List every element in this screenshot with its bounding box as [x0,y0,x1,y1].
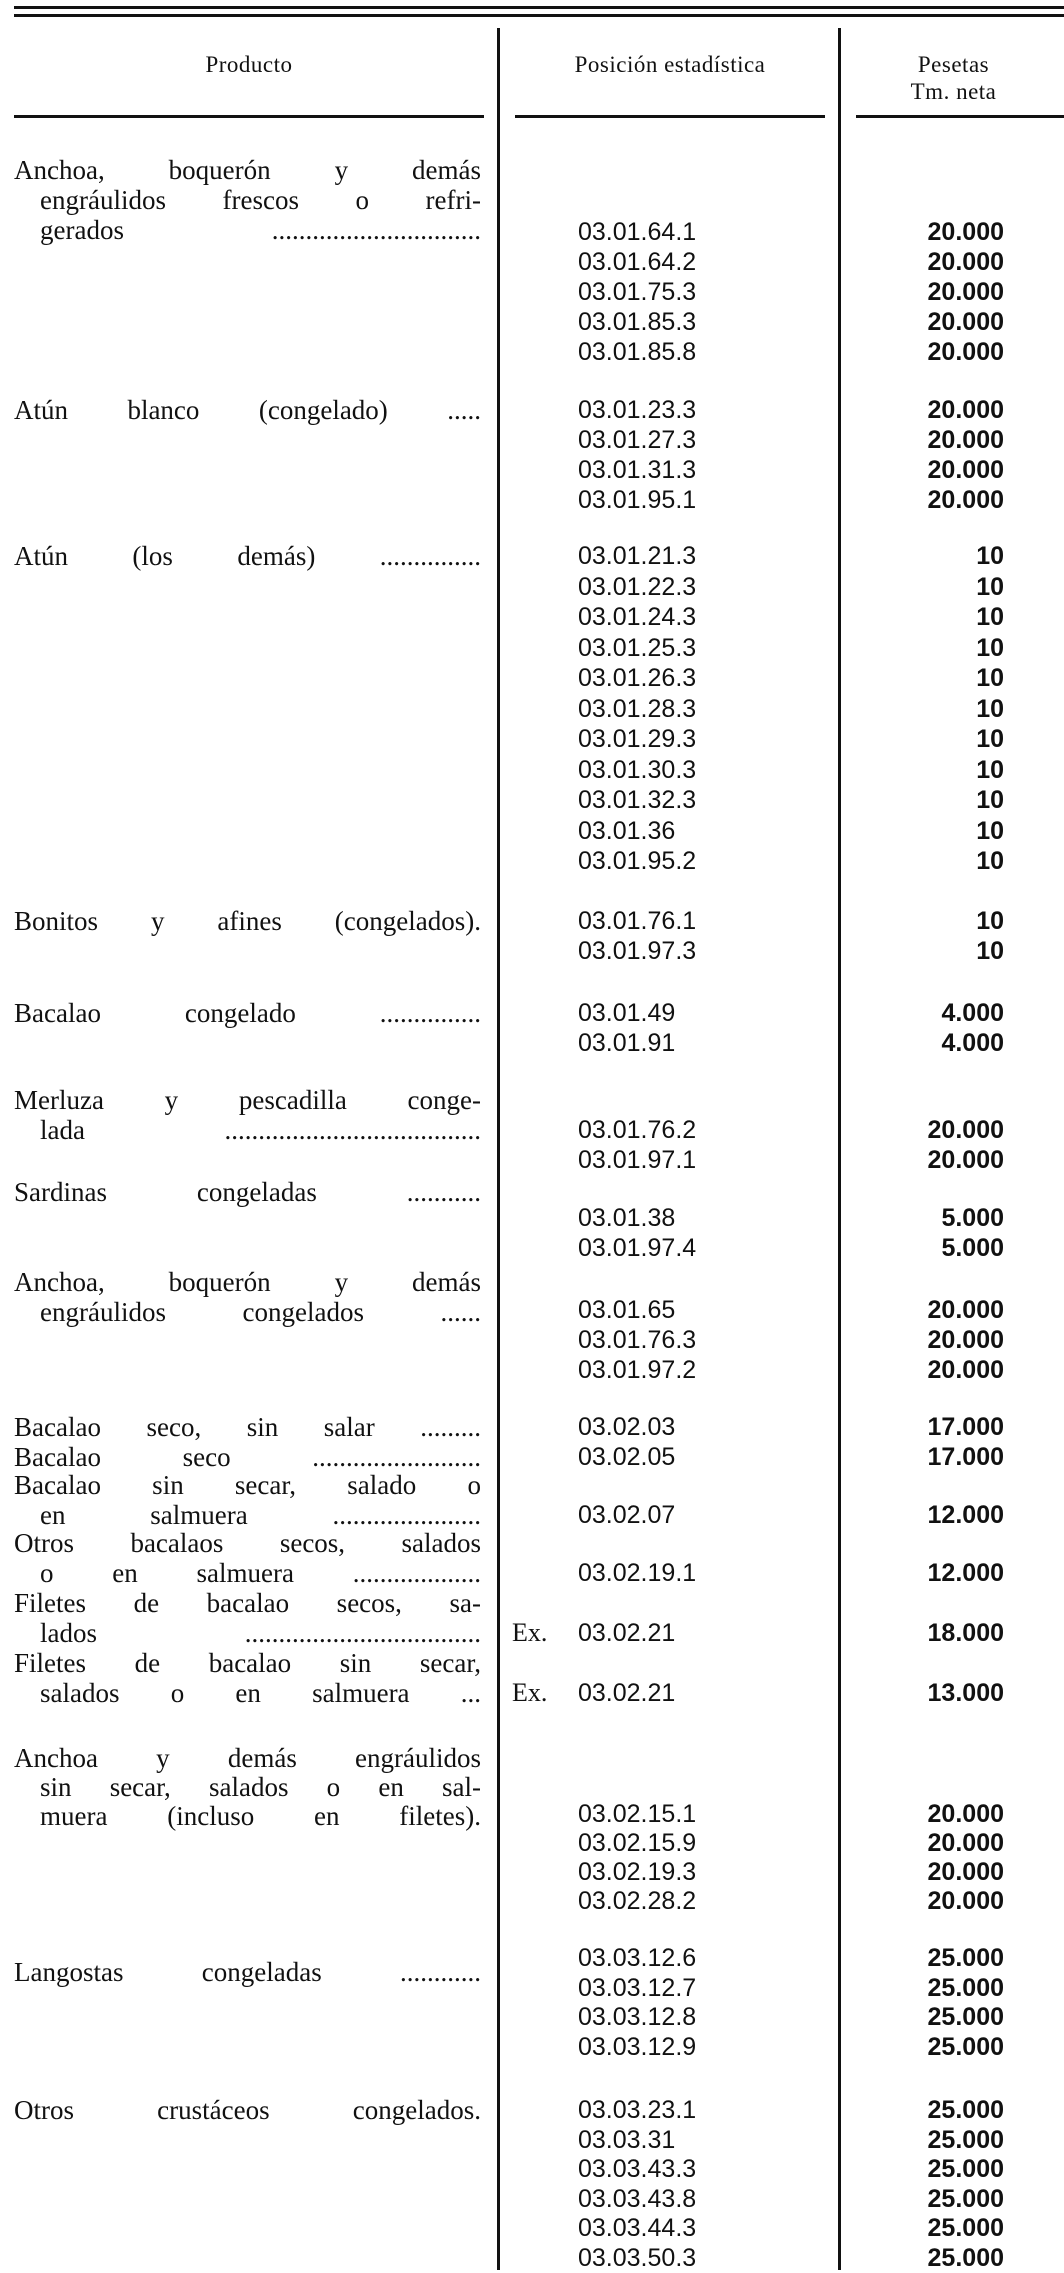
pesetas-value: 20.000 [927,396,1004,424]
statistical-position-code: 03.01.76.1 [578,907,697,935]
product-name-line: engráulidos congelados ...... [40,1297,481,1327]
pesetas-value: 12.000 [927,1559,1004,1587]
statistical-position-code: 03.02.07 [578,1501,676,1529]
pesetas-value: 20.000 [927,1887,1004,1915]
statistical-position-code: 03.01.95.1 [578,486,697,514]
pesetas-value: 20.000 [927,308,1004,336]
product-name-line: muera (incluso en filetes). [40,1801,481,1831]
statistical-position-code: 03.01.23.3 [578,396,697,424]
statistical-position-code: 03.01.64.2 [578,248,697,276]
pesetas-value: 4.000 [941,1029,1004,1057]
statistical-position-code: 03.03.31 [578,2125,676,2154]
product-name-line: Otros bacalaos secos, salados [14,1528,481,1558]
statistical-position-code: 03.01.28.3 [578,694,697,723]
statistical-position-code: 03.01.21.3 [578,542,697,570]
pesetas-value: 10 [976,694,1004,723]
statistical-position-code: 03.01.97.3 [578,937,697,965]
pesetas-value: 25.000 [927,1944,1004,1972]
product-name-line: salados o en salmuera ... [40,1678,481,1708]
product-name-line: Bacalao seco, sin salar ......... [14,1412,481,1442]
statistical-position-code: 03.02.15.1 [578,1800,697,1828]
pesetas-value: 10 [976,664,1004,692]
pesetas-value: 20.000 [927,1116,1004,1144]
statistical-position-code: 03.01.32.3 [578,786,697,814]
pesetas-value: 10 [976,572,1004,601]
statistical-position-code: 03.03.44.3 [578,2214,697,2242]
pesetas-value: 10 [976,603,1004,631]
top-rule [14,6,1064,9]
statistical-position-code: 03.03.12.7 [578,1973,697,2002]
statistical-position-code: 03.01.36 [578,816,676,845]
statistical-position-code: 03.03.50.3 [578,2243,697,2272]
statistical-position-code: 03.01.26.3 [578,664,697,692]
pesetas-value: 25.000 [927,1973,1004,2002]
product-name-line: Bonitos y afines (congelados). [14,906,481,936]
header-rule [14,115,484,118]
pesetas-value: 10 [976,725,1004,753]
header-posicion-estadistica: Posición estadística [574,52,766,77]
top-rule-second [14,14,1064,17]
pesetas-value: 10 [976,907,1004,935]
header-tm-neta: Tm. neta [910,79,997,104]
pesetas-value: 25.000 [927,2003,1004,2032]
column-divider [497,28,500,2270]
pesetas-value: 20.000 [927,1858,1004,1886]
statistical-position-code: 03.01.29.3 [578,725,697,753]
pesetas-value: 20.000 [927,1326,1004,1354]
statistical-position-code: 03.02.19.1 [578,1559,697,1587]
pesetas-value: 20.000 [927,1146,1004,1174]
statistical-position-code: 03.02.19.3 [578,1858,697,1886]
pesetas-value: 13.000 [927,1679,1004,1707]
header-pesetas: Pesetas [917,52,990,77]
statistical-position-code: 03.02.21 [578,1679,676,1707]
pesetas-value: 20.000 [927,426,1004,454]
product-name-line: Anchoa, boquerón y demás [14,1267,481,1297]
statistical-position-code: 03.02.21 [578,1619,676,1647]
pesetas-value: 10 [976,786,1004,814]
pesetas-value: 25.000 [927,2096,1004,2124]
statistical-position-code: 03.01.31.3 [578,456,697,484]
header-producto: Producto [205,52,293,77]
product-name-line: Merluza y pescadilla conge- [14,1085,481,1115]
pesetas-value: 10 [976,937,1004,965]
product-name-line: o en salmuera ................... [40,1558,481,1588]
pesetas-value: 10 [976,633,1004,662]
column-divider [838,28,841,2270]
statistical-position-code: 03.01.76.2 [578,1116,697,1144]
pesetas-value: 25.000 [927,2155,1004,2183]
statistical-position-code: 03.01.65 [578,1296,676,1324]
pesetas-value: 25.000 [927,2214,1004,2242]
pesetas-value: 20.000 [927,338,1004,366]
statistical-position-code: 03.02.03 [578,1413,676,1441]
pesetas-value: 17.000 [927,1413,1004,1441]
pesetas-value: 25.000 [927,2184,1004,2213]
code-prefix: Ex. [512,1618,548,1647]
statistical-position-code: 03.01.38 [578,1204,676,1232]
product-name-line: Bacalao sin secar, salado o [14,1470,481,1500]
product-name-line: gerados ............................... [40,215,481,245]
statistical-position-code: 03.01.64.1 [578,218,697,246]
statistical-position-code: 03.02.15.9 [578,1829,697,1857]
pesetas-value: 20.000 [927,1356,1004,1384]
statistical-position-code: 03.01.76.3 [578,1326,697,1354]
statistical-position-code: 03.02.28.2 [578,1887,697,1915]
pesetas-value: 25.000 [927,2033,1004,2062]
pesetas-value: 17.000 [927,1443,1004,1471]
product-name-line: Bacalao congelado ............... [14,998,481,1028]
product-name-line: Anchoa, boquerón y demás [14,155,481,185]
statistical-position-code: 03.01.97.1 [578,1146,697,1174]
product-name-line: Sardinas congeladas ........... [14,1177,481,1207]
statistical-position-code: 03.03.12.8 [578,2003,697,2032]
pesetas-value: 10 [976,542,1004,570]
statistical-position-code: 03.01.22.3 [578,572,697,601]
product-name-line: sin secar, salados o en sal- [40,1772,481,1802]
product-name-line: Filetes de bacalao sin secar, [14,1648,481,1678]
statistical-position-code: 03.02.05 [578,1443,676,1471]
product-name-line: Bacalao seco ......................... [14,1442,481,1472]
statistical-position-code: 03.01.95.2 [578,847,697,875]
statistical-position-code: 03.03.43.3 [578,2155,697,2183]
statistical-position-code: 03.01.24.3 [578,603,697,631]
statistical-position-code: 03.01.97.2 [578,1356,697,1384]
product-name-line: Atún blanco (congelado) ..... [14,395,481,425]
pesetas-value: 5.000 [941,1204,1004,1232]
pesetas-value: 20.000 [927,218,1004,246]
statistical-position-code: 03.01.25.3 [578,633,697,662]
pesetas-value: 25.000 [927,2243,1004,2272]
pesetas-value: 4.000 [941,999,1004,1027]
pesetas-value: 25.000 [927,2125,1004,2154]
statistical-position-code: 03.01.85.3 [578,308,697,336]
product-name-line: Filetes de bacalao secos, sa- [14,1588,481,1618]
pesetas-value: 20.000 [927,456,1004,484]
product-name-line: lada ...................................... [40,1115,481,1145]
pesetas-value: 10 [976,847,1004,875]
statistical-position-code: 03.01.27.3 [578,426,697,454]
statistical-position-code: 03.01.85.8 [578,338,697,366]
pesetas-value: 20.000 [927,1800,1004,1828]
product-name-line: en salmuera ...................... [40,1500,481,1530]
statistical-position-code: 03.03.23.1 [578,2096,697,2124]
code-prefix: Ex. [512,1678,548,1707]
header-rule [856,115,1064,118]
pesetas-value: 20.000 [927,248,1004,276]
pesetas-value: 10 [976,816,1004,845]
pesetas-value: 20.000 [927,486,1004,514]
pesetas-value: 12.000 [927,1501,1004,1529]
product-name-line: engráulidos frescos o refri- [40,185,481,215]
pesetas-value: 10 [976,755,1004,784]
product-name-line: Anchoa y demás engráulidos [14,1743,481,1773]
statistical-position-code: 03.01.75.3 [578,278,697,306]
header-rule [515,115,825,118]
statistical-position-code: 03.03.12.9 [578,2033,697,2062]
product-name-line: Otros crustáceos congelados. [14,2095,481,2125]
statistical-position-code: 03.01.49 [578,999,676,1027]
pesetas-value: 5.000 [941,1234,1004,1262]
statistical-position-code: 03.01.30.3 [578,755,697,784]
pesetas-value: 20.000 [927,1829,1004,1857]
statistical-position-code: 03.01.91 [578,1029,676,1057]
statistical-position-code: 03.03.12.6 [578,1944,697,1972]
statistical-position-code: 03.03.43.8 [578,2184,697,2213]
statistical-position-code: 03.01.97.4 [578,1234,697,1262]
product-name-line: lados ................................... [40,1618,481,1648]
product-name-line: Atún (los demás) ............... [14,541,481,571]
pesetas-value: 20.000 [927,1296,1004,1324]
pesetas-value: 18.000 [927,1619,1004,1647]
product-name-line: Langostas congeladas ............ [14,1957,481,1987]
pesetas-value: 20.000 [927,278,1004,306]
